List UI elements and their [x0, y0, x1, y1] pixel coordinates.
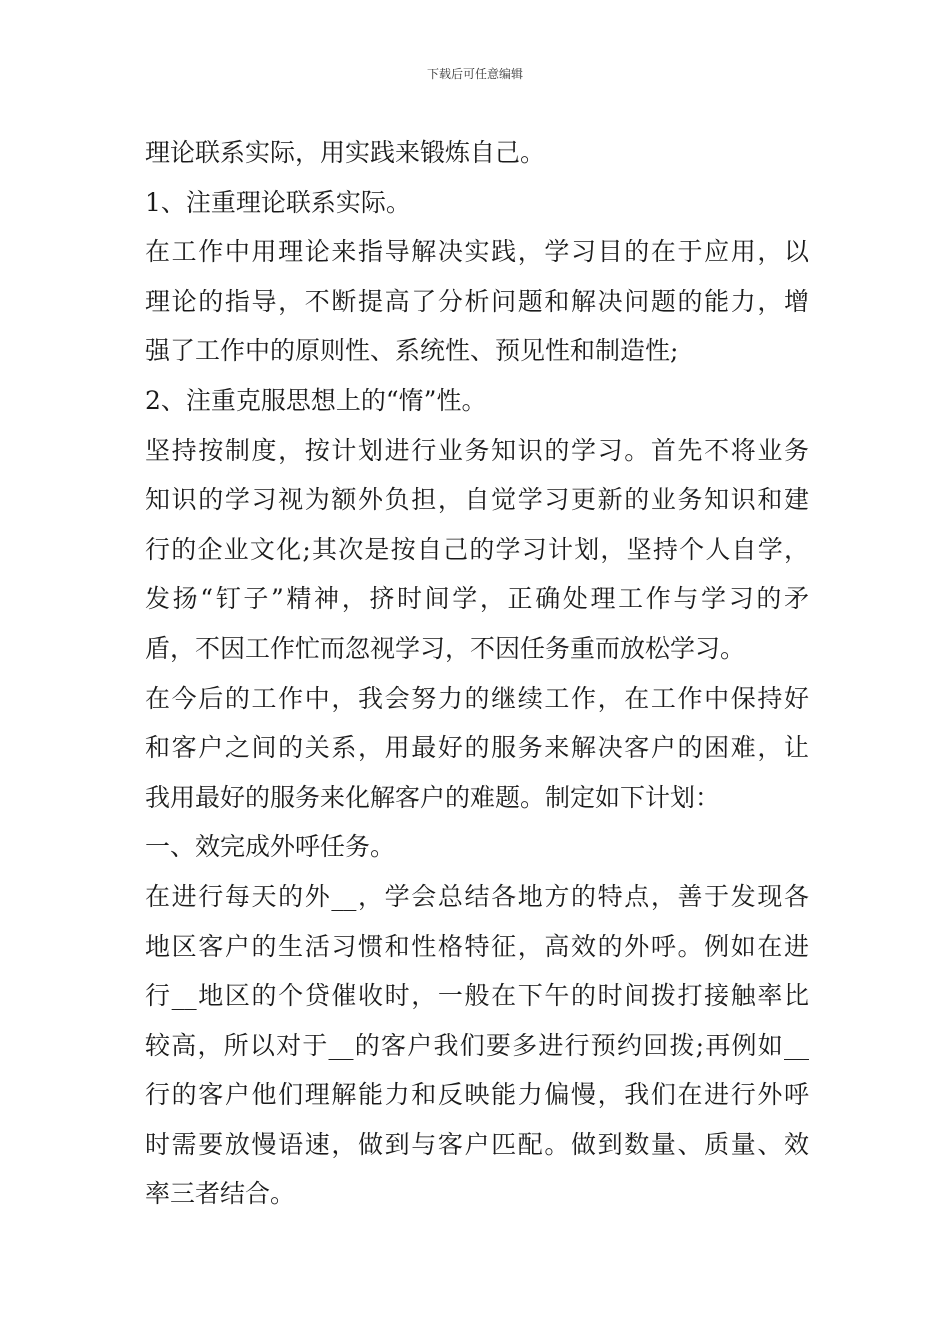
- text-line: 在今后的工作中，我会努力的继续工作，在工作中保持好: [145, 683, 809, 713]
- text-line: 盾，不因工作忙而忽视学习，不因任务重而放松学习。: [145, 633, 746, 663]
- text-line: 1、注重理论联系实际。: [145, 187, 411, 217]
- text-line: 发扬“钉子”精神，挤时间学，正确处理工作与学习的矛: [145, 584, 809, 614]
- text-line: 地区客户的生活习惯和性格特征，高效的外呼。例如在进: [145, 931, 809, 961]
- document-body: [145, 128, 809, 1219]
- text-line: 理论联系实际，用实践来锻炼自己。: [145, 138, 546, 167]
- text-line: 2、注重克服思想上的“惰”性。: [145, 385, 487, 415]
- text-line: 行的企业文化;其次是按自己的学习计划，坚持个人自学，: [145, 534, 809, 564]
- text-line: 知识的学习视为额外负担，自觉学习更新的业务知识和建: [145, 485, 809, 515]
- text-line: 我用最好的服务来化解客户的难题。制定如下计划：: [145, 782, 721, 812]
- text-line: 行__地区的个贷催收时，一般在下午的时间拨打接触率比: [145, 981, 809, 1011]
- text-line: 率三者结合。: [145, 1179, 296, 1209]
- text-line: 理论的指导，不断提高了分析问题和解决问题的能力，增: [145, 286, 809, 316]
- text-line: 行的客户他们理解能力和反映能力偏慢，我们在进行外呼: [145, 1080, 809, 1110]
- text-line: 较高，所以对于__的客户我们要多进行预约回拨;再例如__: [145, 1030, 809, 1060]
- text-line: 在工作中用理论来指导解决实践，学习目的在于应用，以: [145, 237, 809, 267]
- text-line: 坚持按制度，按计划进行业务知识的学习。首先不将业务: [145, 435, 809, 465]
- page-header-note: 下载后可任意编辑: [426, 67, 523, 81]
- text-line: 时需要放慢语速，做到与客户匹配。做到数量、质量、效: [145, 1129, 809, 1159]
- text-line: 一、效完成外呼任务。: [145, 832, 396, 862]
- text-line: 在进行每天的外__，学会总结各地方的特点，善于发现各: [145, 881, 809, 911]
- text-line: 和客户之间的关系，用最好的服务来解决客户的困难，让: [145, 733, 809, 763]
- text-line: 强了工作中的原则性、系统性、预见性和制造性;: [145, 336, 679, 366]
